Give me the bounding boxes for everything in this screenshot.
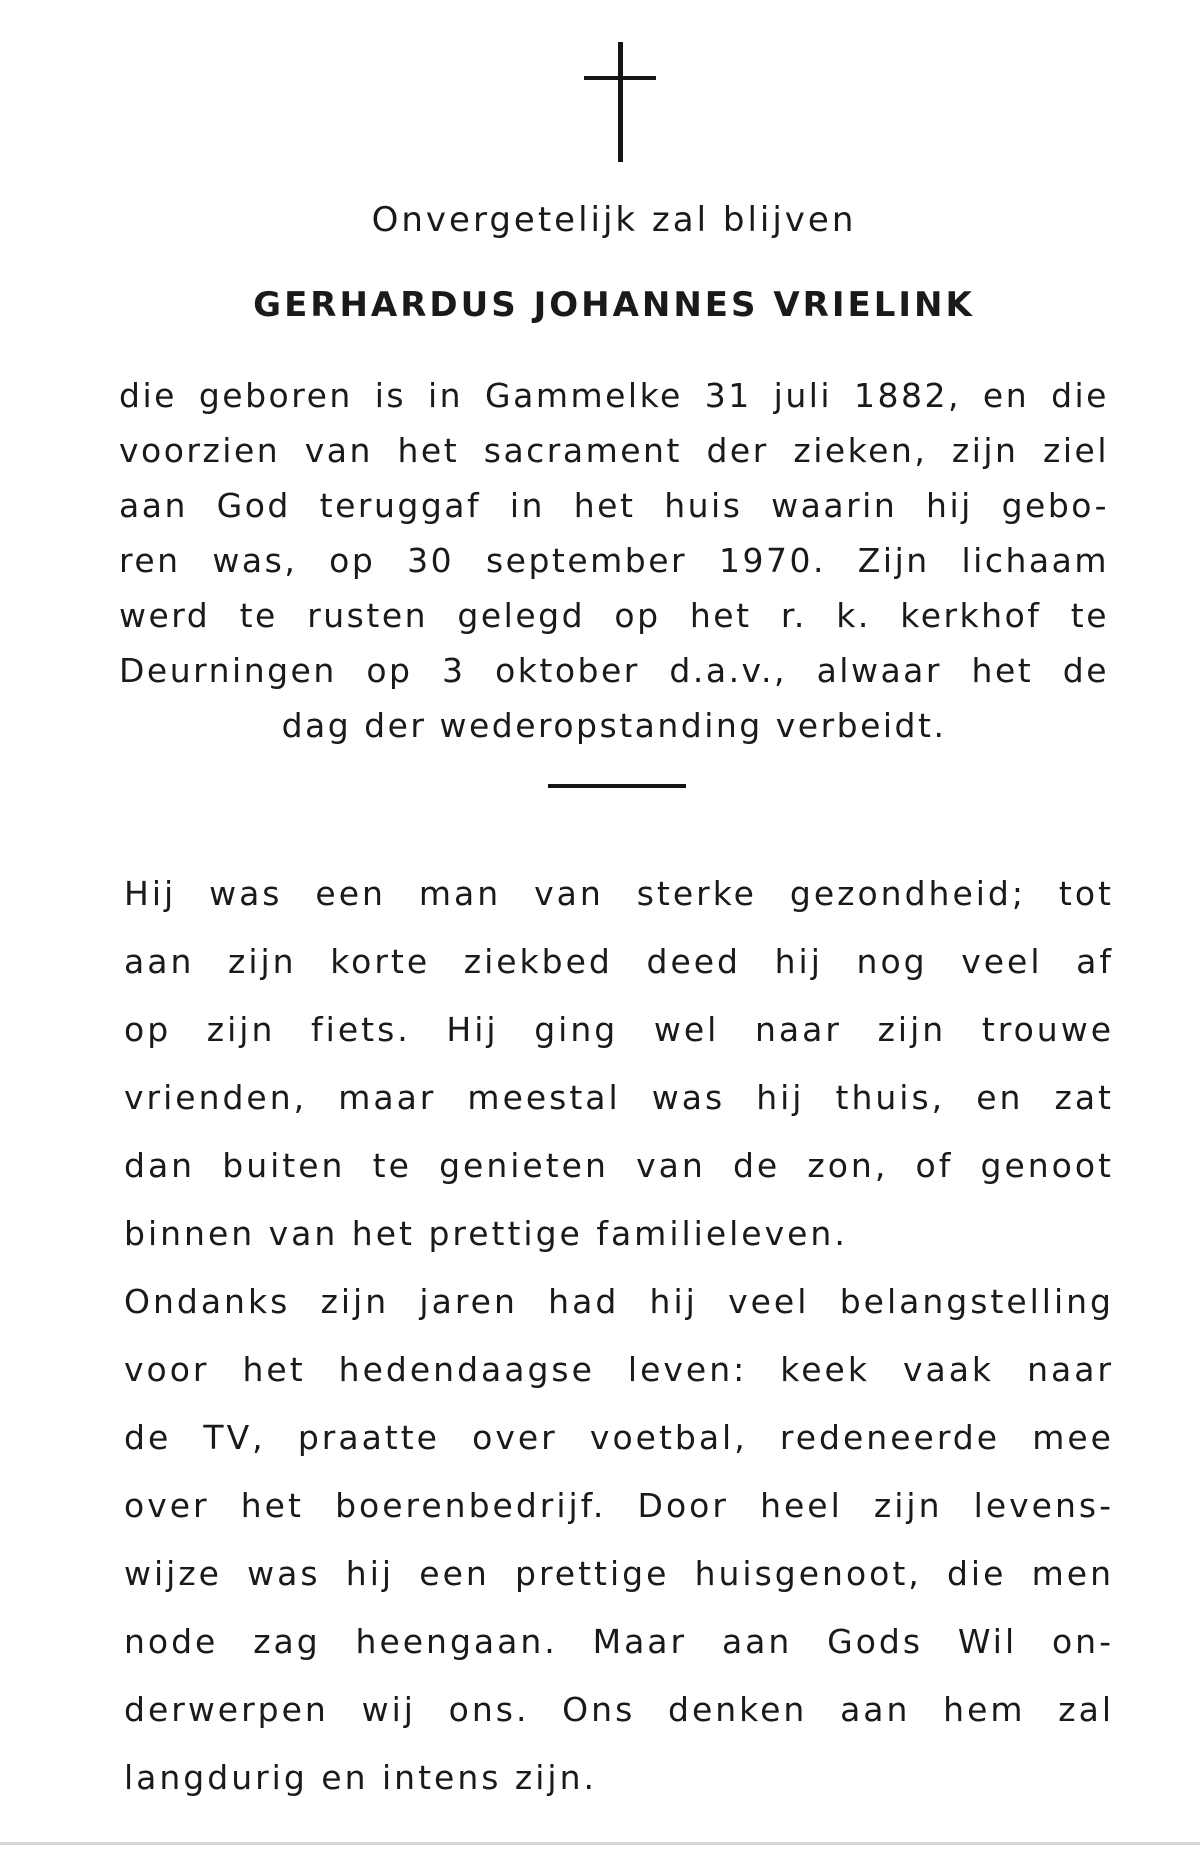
- remembrance-text: [124, 860, 1114, 1812]
- bio-line: voorzien van het sacrament der zieken, zijn ziel: [119, 431, 1109, 470]
- story-line: vrienden, maar meestal was hij thuis, en zat: [124, 1078, 1114, 1117]
- story-line: de TV, praatte over voetbal, redeneerde mee: [124, 1418, 1114, 1457]
- story-line: derwerpen wij ons. Ons denken aan hem zal: [124, 1690, 1114, 1729]
- deceased-name: GERHARDUS JOHANNES VRIELINK: [253, 285, 975, 325]
- cross-vertical-bar: [618, 42, 623, 162]
- cross-icon: [584, 42, 656, 162]
- bio-line: Deurningen op 3 oktober d.a.v., alwaar het de: [119, 651, 1109, 690]
- story-line: op zijn fiets. Hij ging wel naar zijn trouwe: [124, 1010, 1114, 1049]
- bio-line: die geboren is in Gammelke 31 juli 1882, en die: [119, 376, 1109, 415]
- bio-line: dag der wederopstanding verbeidt.: [281, 706, 947, 745]
- story-line: langdurig en intens zijn.: [124, 1758, 597, 1797]
- cross-horizontal-bar: [584, 76, 656, 80]
- bio-line: aan God teruggaf in het huis waarin hij gebo-: [119, 486, 1109, 525]
- story-line: aan zijn korte ziekbed deed hij nog veel af: [124, 942, 1114, 981]
- intro-line: Onvergetelijk zal blijven: [371, 200, 857, 240]
- bio-line: ren was, op 30 september 1970. Zijn lichaam: [119, 541, 1109, 580]
- story-line: wijze was hij een prettige huisgenoot, die men: [124, 1554, 1114, 1593]
- story-line: Ondanks zijn jaren had hij veel belangstelling: [124, 1282, 1114, 1321]
- story-line: over het boerenbedrijf. Door heel zijn levens-: [124, 1486, 1114, 1525]
- bio-line: werd te rusten gelegd op het r. k. kerkhof te: [119, 596, 1109, 635]
- card-bottom-edge: [0, 1842, 1200, 1845]
- biography-paragraph: [119, 368, 1109, 753]
- story-line: dan buiten te genieten van de zon, of genoot: [124, 1146, 1114, 1185]
- story-line: node zag heengaan. Maar aan Gods Wil on-: [124, 1622, 1114, 1661]
- story-line: binnen van het prettige familieleven.: [124, 1214, 848, 1253]
- section-divider: [548, 784, 686, 788]
- story-line: voor het hedendaagse leven: keek vaak naar: [124, 1350, 1114, 1389]
- story-line: Hij was een man van sterke gezondheid; tot: [124, 874, 1114, 913]
